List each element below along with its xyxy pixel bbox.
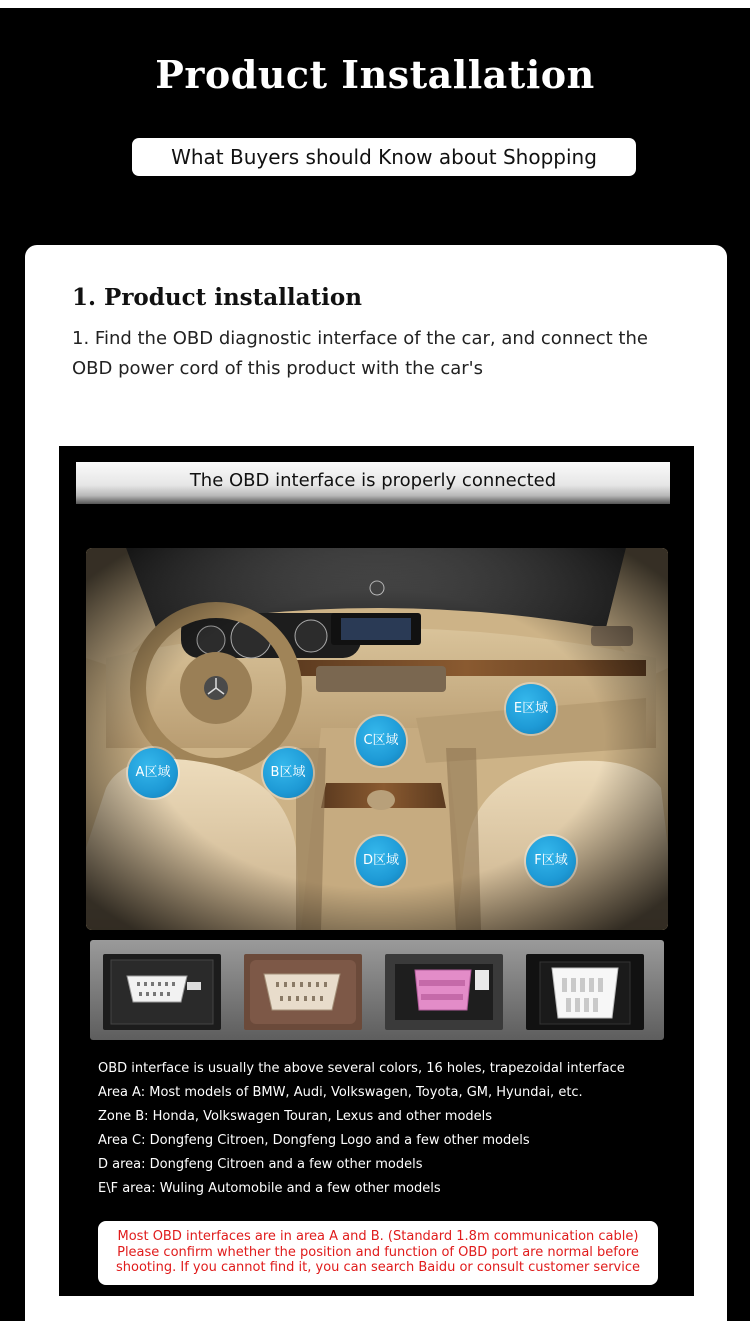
top-white-strip <box>0 0 750 8</box>
obd-notice-box <box>98 1221 658 1285</box>
section-body: 1. Find the OBD diagnostic interface of the car, and connect the OBD power cord of this product with the car's <box>72 328 648 379</box>
obd-port-white-connector-closeup-icon <box>526 954 644 1030</box>
info-line: Area A: Most models of BMW, Audi, Volkswagen, Toyota, GM, Hyundai, etc. <box>98 1085 583 1100</box>
subtitle-pill: What Buyers should Know about Shopping <box>132 138 636 176</box>
info-line: OBD interface is usually the above several colors, 16 holes, trapezoidal interface <box>98 1061 625 1076</box>
info-line: E\F area: Wuling Automobile and a few other models <box>98 1181 441 1196</box>
page-title: Product Installation <box>155 52 595 97</box>
info-line: Area C: Dongfeng Citroen, Dongfeng Logo and a few other models <box>98 1133 530 1148</box>
obd-port-beige-in-brown-trim-icon <box>244 954 362 1030</box>
obd-area-info-list <box>98 1057 658 1201</box>
info-line: Zone B: Honda, Volkswagen Touran, Lexus and other models <box>98 1109 493 1124</box>
zone-e-badge: E区域 <box>506 684 556 734</box>
diagram-banner: The OBD interface is properly connected <box>76 462 670 504</box>
section-heading: 1. Product installation <box>72 284 362 311</box>
zone-f-badge: F区域 <box>526 836 576 886</box>
zone-a-badge: A区域 <box>128 748 178 798</box>
zone-b-badge: B区域 <box>263 748 313 798</box>
obd-port-pink-connector-icon <box>385 954 503 1030</box>
info-line: D area: Dongfeng Citroen and a few other models <box>98 1157 423 1172</box>
notice-line: Most OBD interfaces are in area A and B. (Standard 1.8m communication cable) <box>117 1229 639 1244</box>
obd-port-white-in-black-housing-icon <box>103 954 221 1030</box>
zone-c-badge: C区域 <box>356 716 406 766</box>
zone-d-badge: D区域 <box>356 836 406 886</box>
notice-line: shooting. If you cannot find it, you can search Baidu or consult customer service <box>116 1260 640 1275</box>
notice-line: Please confirm whether the position and function of OBD port are normal before <box>117 1244 639 1260</box>
